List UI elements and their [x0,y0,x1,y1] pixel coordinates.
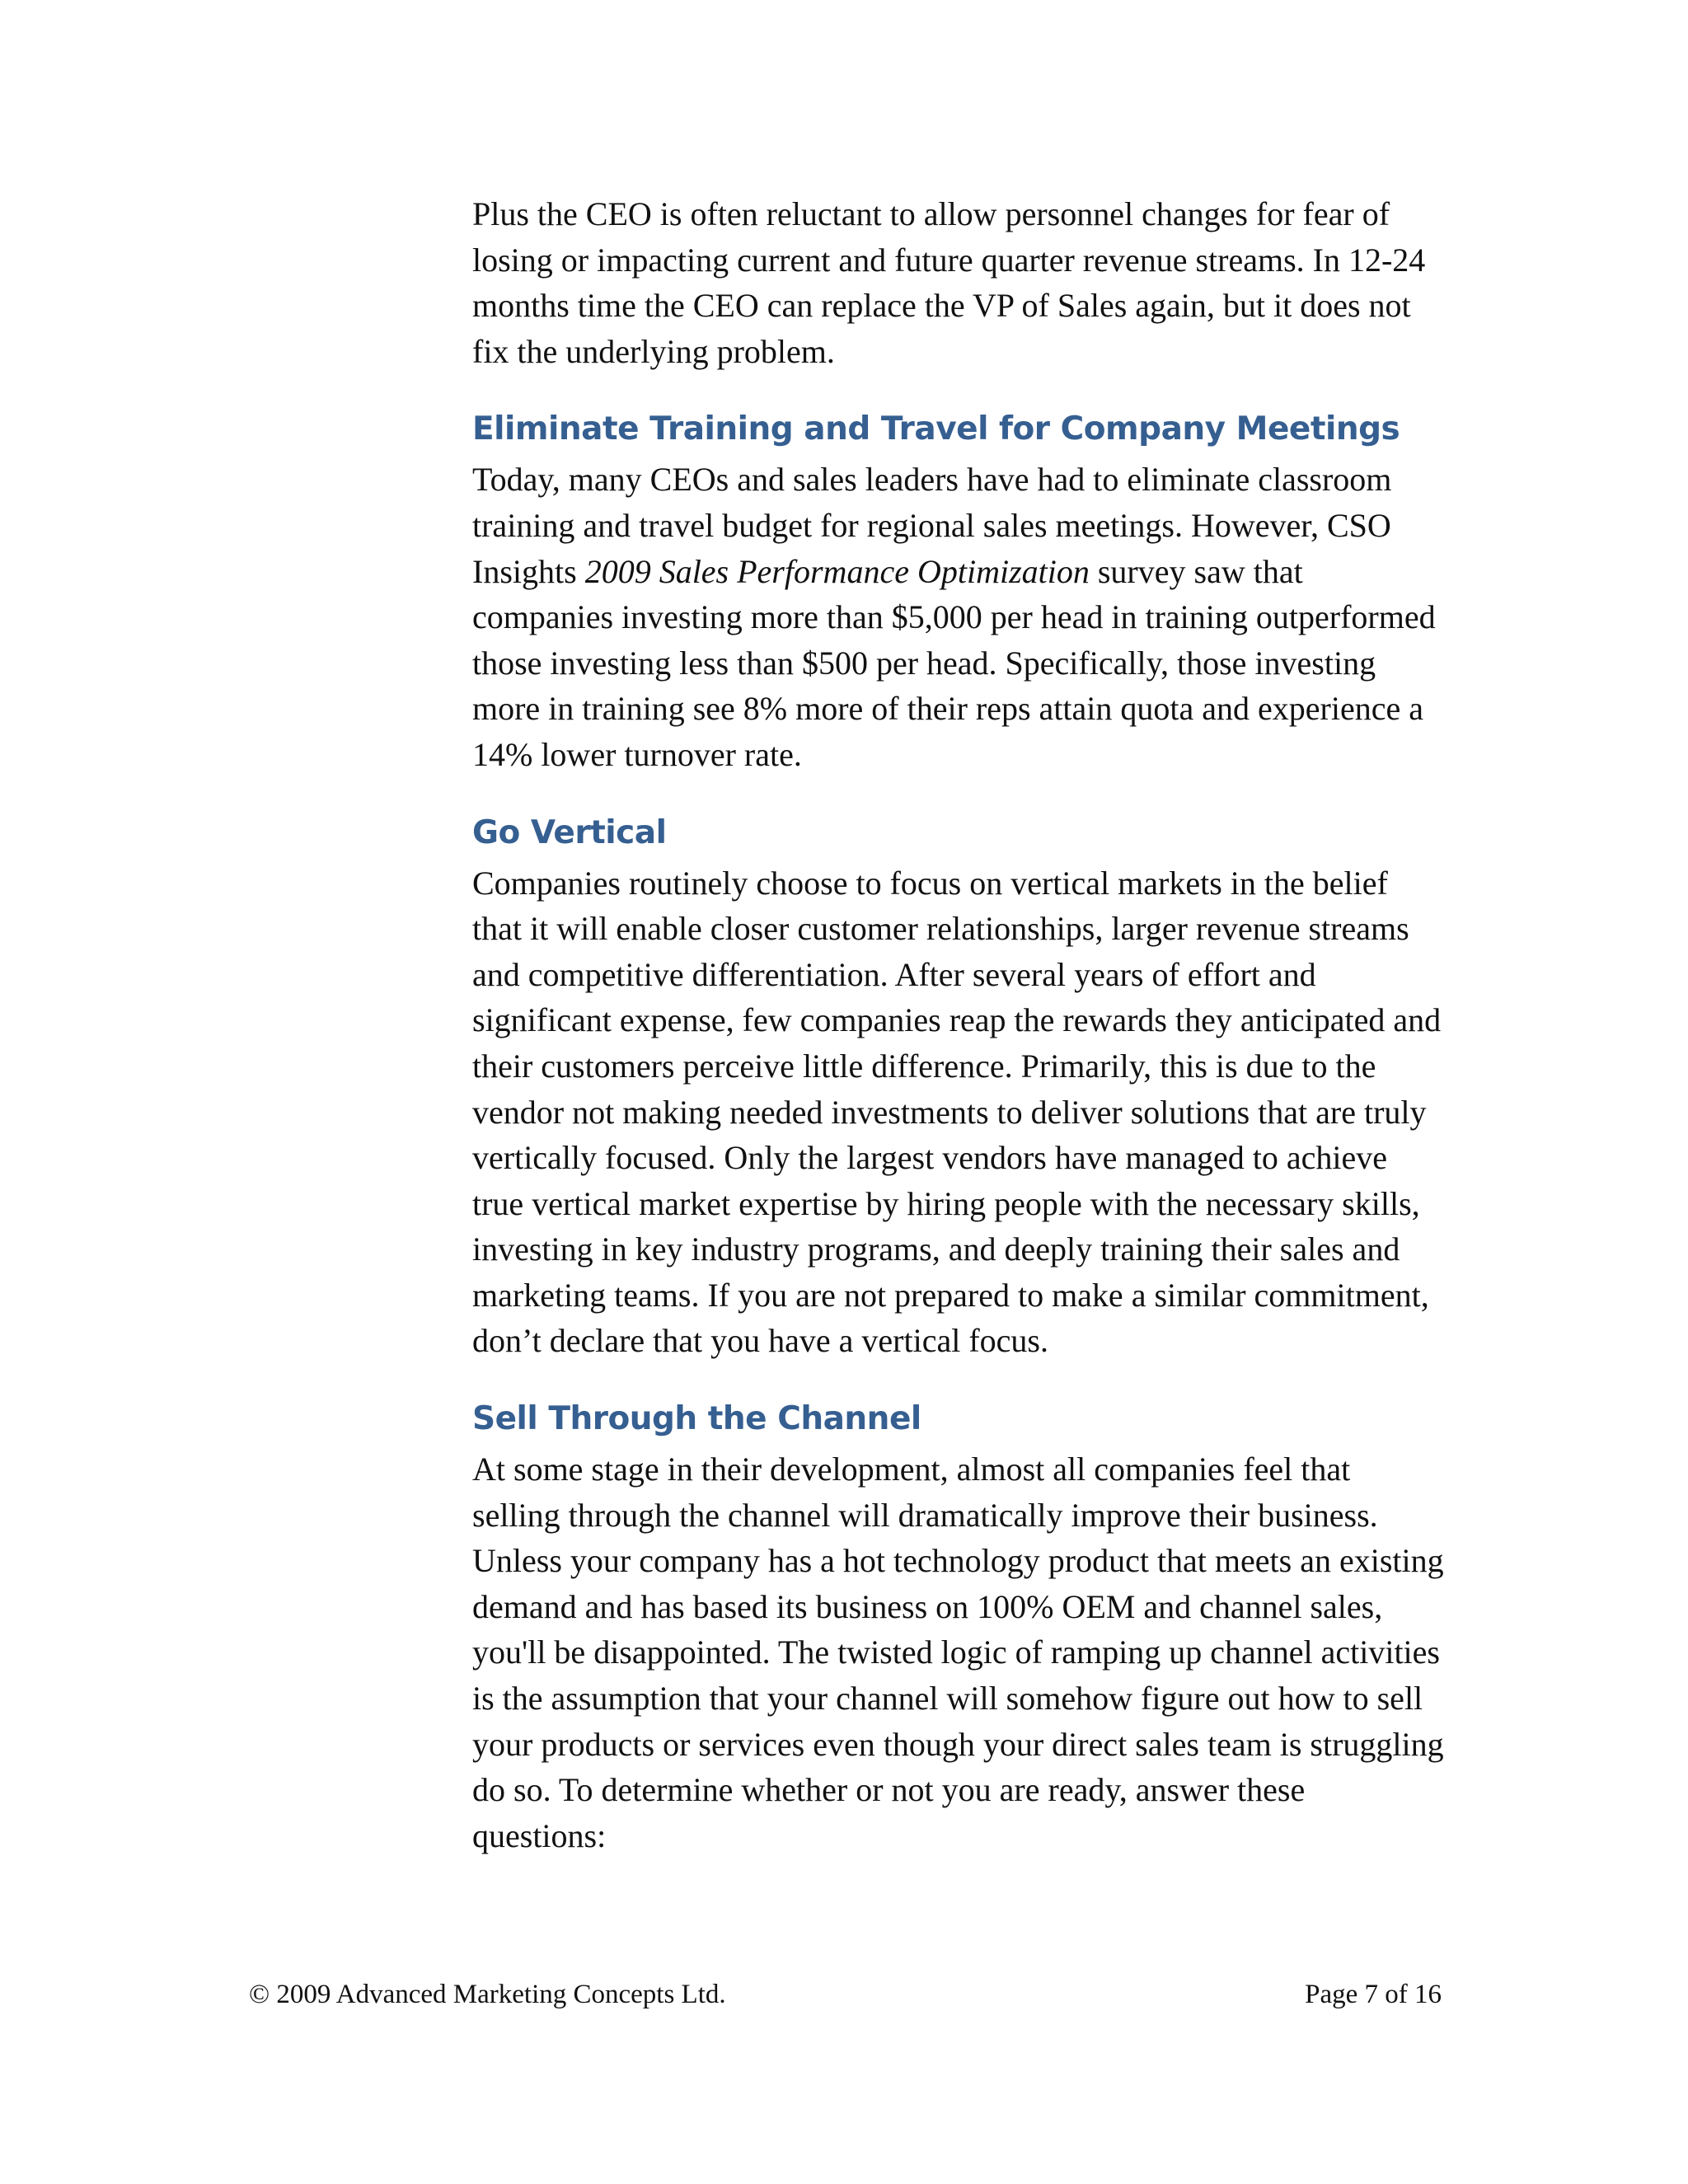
copyright-notice: © 2009 Advanced Marketing Concepts Ltd. [249,1980,726,2009]
section-paragraph [472,457,1445,777]
section-heading: Eliminate Training and Travel for Company Meetings [472,410,1400,448]
section-paragraph: At some stage in their development, almost all companies feel that selling through the channel will dramatically improve their business. Unless your company has a hot technology product that meets an existing demand and has based its business on 100% OEM and channel sales, you'll be disappointed. The twisted logic of ramping up channel activities is the assumption that your channel will somehow figure out how to sell your products or services even though your direct sales team is struggling do so. To determine whether or not you are ready, answer these questions: [472,1451,1444,1854]
section-heading: Sell Through the Channel [472,1400,921,1438]
section-sell-through-channel [472,1394,1445,1858]
page-number: Page 7 of 16 [1305,1980,1442,2009]
paragraph-text: survey saw that companies investing more than $5,000 per head in training outperformed those investing less than $500 per head. Specifically, those investing more in training see 8% more of their reps attain quota and experience a 14% lower turnover rate. [472,552,1436,773]
section-go-vertical [472,808,1445,1365]
section-paragraph: Companies routinely choose to focus on vertical markets in the belief that it will enable closer customer relationships, larger revenue streams and competitive differentiation. After several years of effort and significant expense, few companies reap the rewards they anticipated and their customers perceive little difference. Primarily, this is due to the vendor not making needed investments to deliver solutions that are truly vertically focused. Only the largest vendors have managed to achieve true vertical market expertise by hiring people with the necessary skills, investing in key industry programs, and deeply training their sales and marketing teams. If you are not prepared to make a similar commitment, don’t declare that you have a vertical focus. [472,864,1442,1360]
document-body [472,191,1445,1858]
survey-title: 2009 Sales Performance Optimization [584,552,1090,590]
section-heading: Go Vertical [472,813,667,851]
paragraph-text: Today, many CEOs and sales leaders have had to eliminate classroom training and travel budget for regional sales meetings. However, CSO Insights [472,461,1392,590]
section-training-travel [472,404,1445,777]
intro-paragraph: Plus the CEO is often reluctant to allow personnel changes for fear of losing or impacting current and future quarter revenue streams. In 12-24 months time the CEO can replace the VP of Sales again, but it does not fix the underlying problem. [472,195,1426,370]
